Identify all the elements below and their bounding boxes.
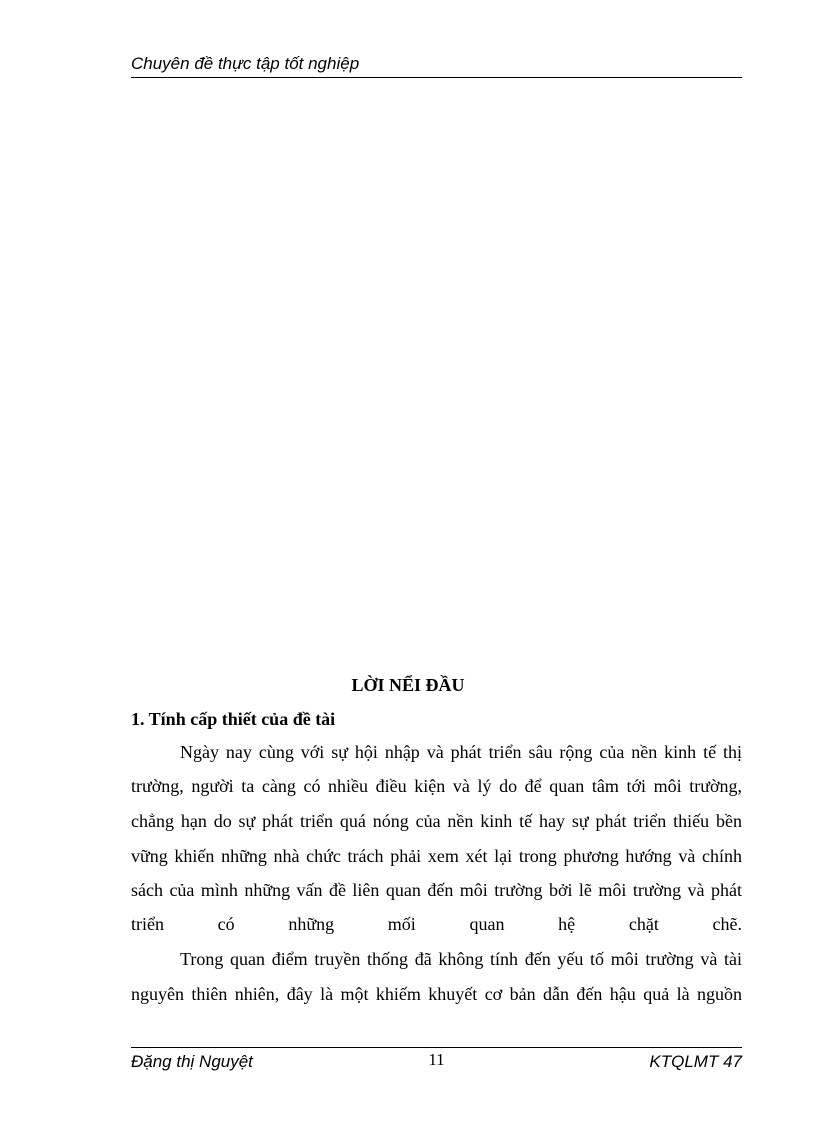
page-footer: [131, 1047, 742, 1078]
paragraph-line: sách của mình những vấn đề liên quan đến môi trường bởi lẽ môi trường và phát: [131, 880, 742, 900]
section-title: LỜI NỂI ĐẦU: [351, 675, 465, 695]
paragraph-line: Ngày nay cùng với sự hội nhập và phát triển sâu rộng của nền kinh tế thị: [180, 742, 742, 762]
paragraph-line: nguyên thiên nhiên, đây là một khiếm khuyết cơ bản dẫn đến hậu quả là nguồn: [131, 984, 742, 1004]
subheading: 1. Tính cấp thiết của đề tài: [131, 709, 336, 729]
header-title: Chuyên đề thực tập tốt nghiệp: [131, 54, 360, 73]
footer-author: Đặng thị Nguyệt: [131, 1052, 253, 1071]
paragraph-line: vững khiến những nhà chức trách phải xem xét lại trong phương hướng và chính: [131, 846, 742, 866]
paragraph-line: Trong quan điểm truyền thống đã không tính đến yếu tố môi trường và tài: [180, 949, 742, 969]
paragraph-line: chẳng hạn do sự phát triển quá nóng của nền kinh tế hay sự phát triển thiếu bền: [131, 811, 742, 831]
footer-class-code: KTQLMT 47: [649, 1052, 742, 1071]
paragraph-line: trường, người ta càng có nhiều điều kiện và lý do để quan tâm tới môi trường,: [131, 776, 742, 796]
page-header: [131, 52, 742, 78]
page-number: 11: [428, 1050, 445, 1069]
paragraph-line: triển có những mối quan hệ chặt chẽ.: [131, 914, 742, 934]
